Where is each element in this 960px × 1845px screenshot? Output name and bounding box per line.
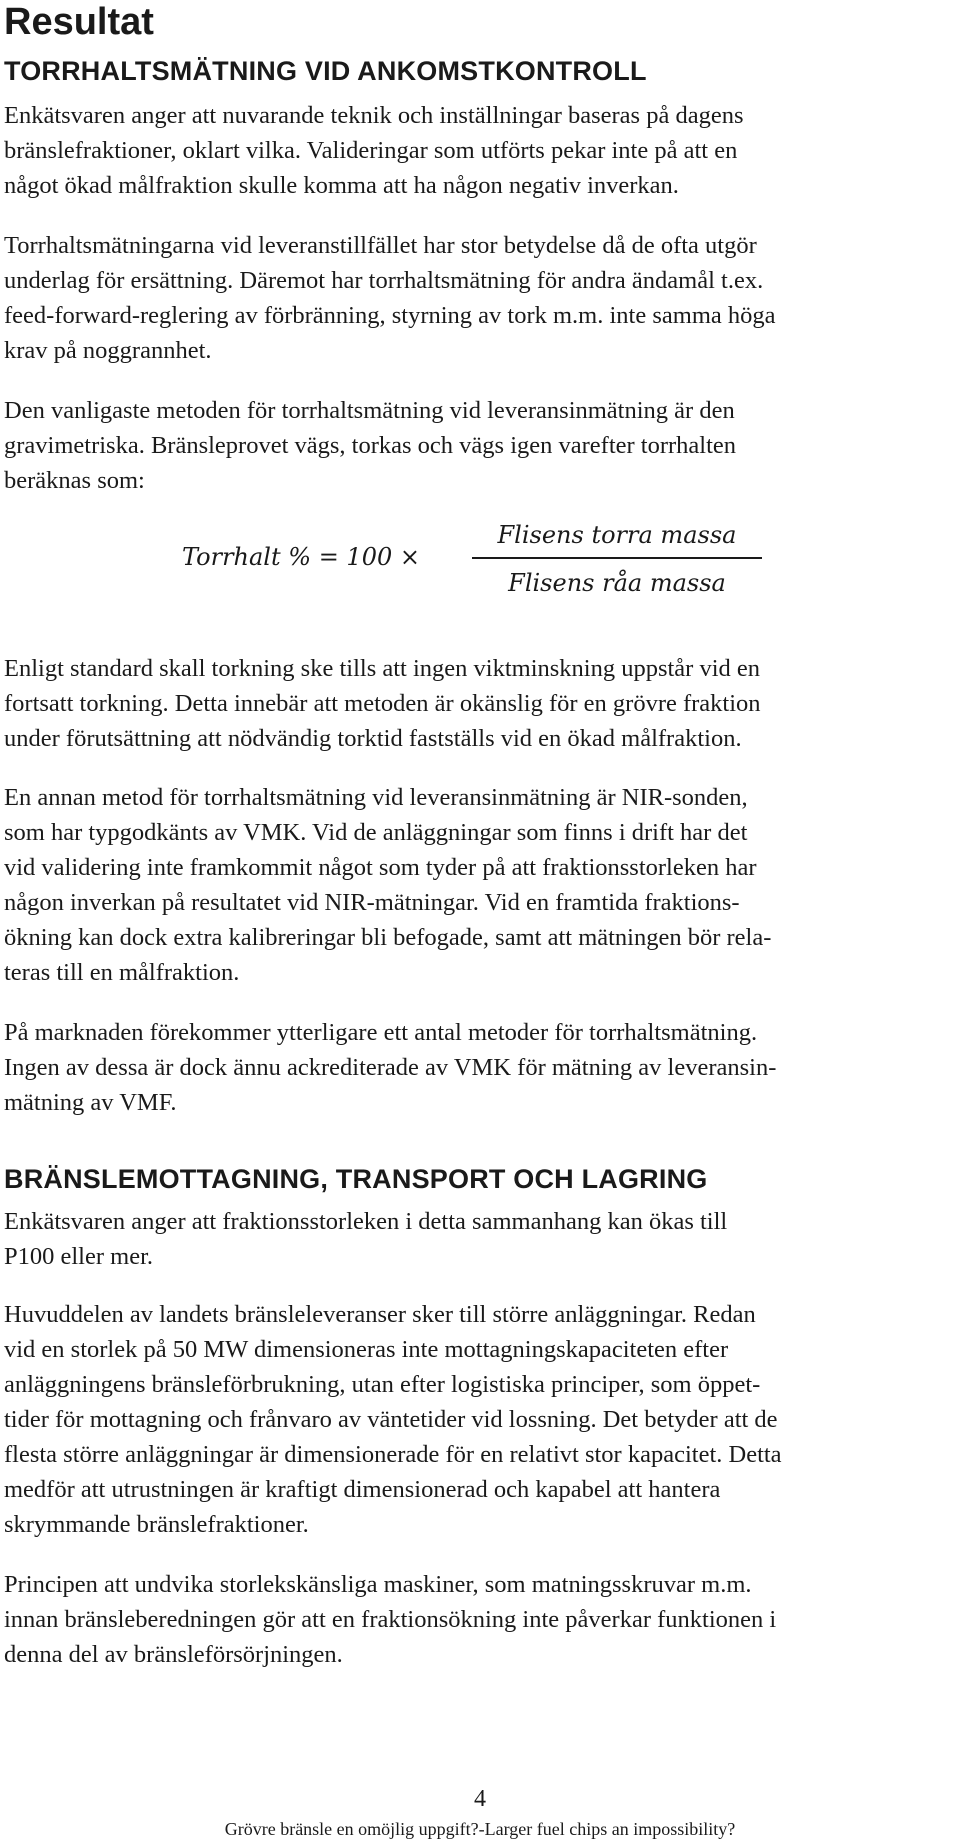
torrhalt-formula [182,515,782,605]
text-line: Enkätsvaren anger att fraktionsstorleken i detta sammanhang kan ökas till [4,1208,728,1235]
paragraph-gravimetriska [4,393,954,498]
paragraph-enkatsvaren-1 [4,98,954,203]
text-line: skrymmande bränslefraktioner. [4,1511,309,1538]
paragraph-marknaden [4,1015,954,1120]
paragraph-enkatsvaren-2 [4,1204,954,1274]
text-line: under förutsättning att nödvändig torktid fastställs vid en ökad målfraktion. [4,725,742,752]
text-line: På marknaden förekommer ytterligare ett antal metoder för torrhaltsmätning. [4,1019,758,1046]
paragraph-nir-sonden [4,780,954,990]
text-line: gravimetriska. Bränsleprovet vägs, torkas och vägs igen varefter torrhalten [4,432,737,459]
text-line: tider för mottagning och frånvaro av väntetider vid lossning. Det betyder att de [4,1406,778,1433]
text-line: underlag för ersättning. Däremot har torrhaltsmätning för andra ändamål t.ex. [4,267,764,294]
text-line: någon inverkan på resultatet vid NIR-mätningar. Vid en framtida fraktions- [4,889,740,916]
text-line: bränslefraktioner, oklart vilka. Valideringar som utförts pekar inte på att en [4,137,738,164]
text-line: medför att utrustningen är kraftigt dimensionerad och kapabel att hantera [4,1476,721,1503]
text-line: krav på noggrannhet. [4,337,212,364]
paragraph-principen [4,1567,954,1672]
text-line: innan bränsleberedningen gör att en fraktionsökning inte påverkar funktionen i [4,1606,777,1633]
footer-text: Grövre bränsle en omöjlig uppgift?-Larger fuel chips an impossibility? [224,1819,736,1839]
section-title-torrhaltsmatning: TORRHALTSMÄTNING VID ANKOMSTKONTROLL [4,56,647,86]
text-line: beräknas som: [4,467,145,494]
text-line: denna del av bränsleförsörjningen. [4,1641,343,1668]
text-line: P100 eller mer. [4,1243,154,1270]
page-heading: Resultat [4,1,154,43]
fraction-bar [472,557,762,559]
text-line: Huvuddelen av landets bränsleleveranser sker till större anläggningar. Redan [4,1301,756,1328]
text-line: feed-forward-reglering av förbränning, styrning av tork m.m. inte samma höga [4,302,776,329]
text-line: Enkätsvaren anger att nuvarande teknik och inställningar baseras på dagens [4,102,744,129]
paragraph-enligt-standard [4,651,954,756]
text-line: fortsatt torkning. Detta innebär att metoden är okänslig för en grövre fraktion [4,690,761,717]
formula-denominator: Flisens råa massa [508,569,726,597]
text-line: Den vanligaste metoden för torrhaltsmätning vid leveransinmätning är den [4,397,735,424]
text-line: mätning av VMF. [4,1089,177,1116]
formula-lhs: Torrhalt % = 100 × [182,543,420,571]
text-line: anläggningens bränsleförbrukning, utan efter logistiska principer, som öppet- [4,1371,761,1398]
text-line: teras till en målfraktion. [4,959,240,986]
text-line: ökning kan dock extra kalibreringar bli befogade, samt att mätningen bör rela- [4,924,772,951]
text-line: Enligt standard skall torkning ske tills att ingen viktminskning uppstår vid en [4,655,761,682]
text-line: vid validering inte framkommit något som tyder på att fraktionsstorleken har [4,854,757,881]
text-line: Torrhaltsmätningarna vid leveranstillfället har stor betydelse då de ofta utgör [4,232,757,259]
text-line: En annan metod för torrhaltsmätning vid leveransinmätning är NIR-sonden, [4,784,748,811]
text-line: flesta större anläggningar är dimensionerade för en relativt stor kapacitet. Detta [4,1441,782,1468]
page-number: 4 [474,1786,486,1812]
text-line: Principen att undvika storlekskänsliga maskiner, som matningsskruvar m.m. [4,1571,752,1598]
section-title-bransle-mottagning: BRÄNSLEMOTTAGNING, TRANSPORT OCH LAGRING [4,1164,708,1194]
formula-numerator: Flisens torra massa [497,521,737,549]
text-line: vid en storlek på 50 MW dimensioneras inte mottagningskapaciteten efter [4,1336,729,1363]
paragraph-torrhaltsmatningarna [4,228,954,368]
text-line: Ingen av dessa är dock ännu ackrediterade av VMK för mätning av leveransin- [4,1054,777,1081]
text-line: som har typgodkänts av VMK. Vid de anläggningar som finns i drift har det [4,819,748,846]
paragraph-huvuddelen [4,1297,954,1542]
formula-fraction [472,515,762,603]
text-line: något ökad målfraktion skulle komma att ha någon negativ inverkan. [4,172,679,199]
